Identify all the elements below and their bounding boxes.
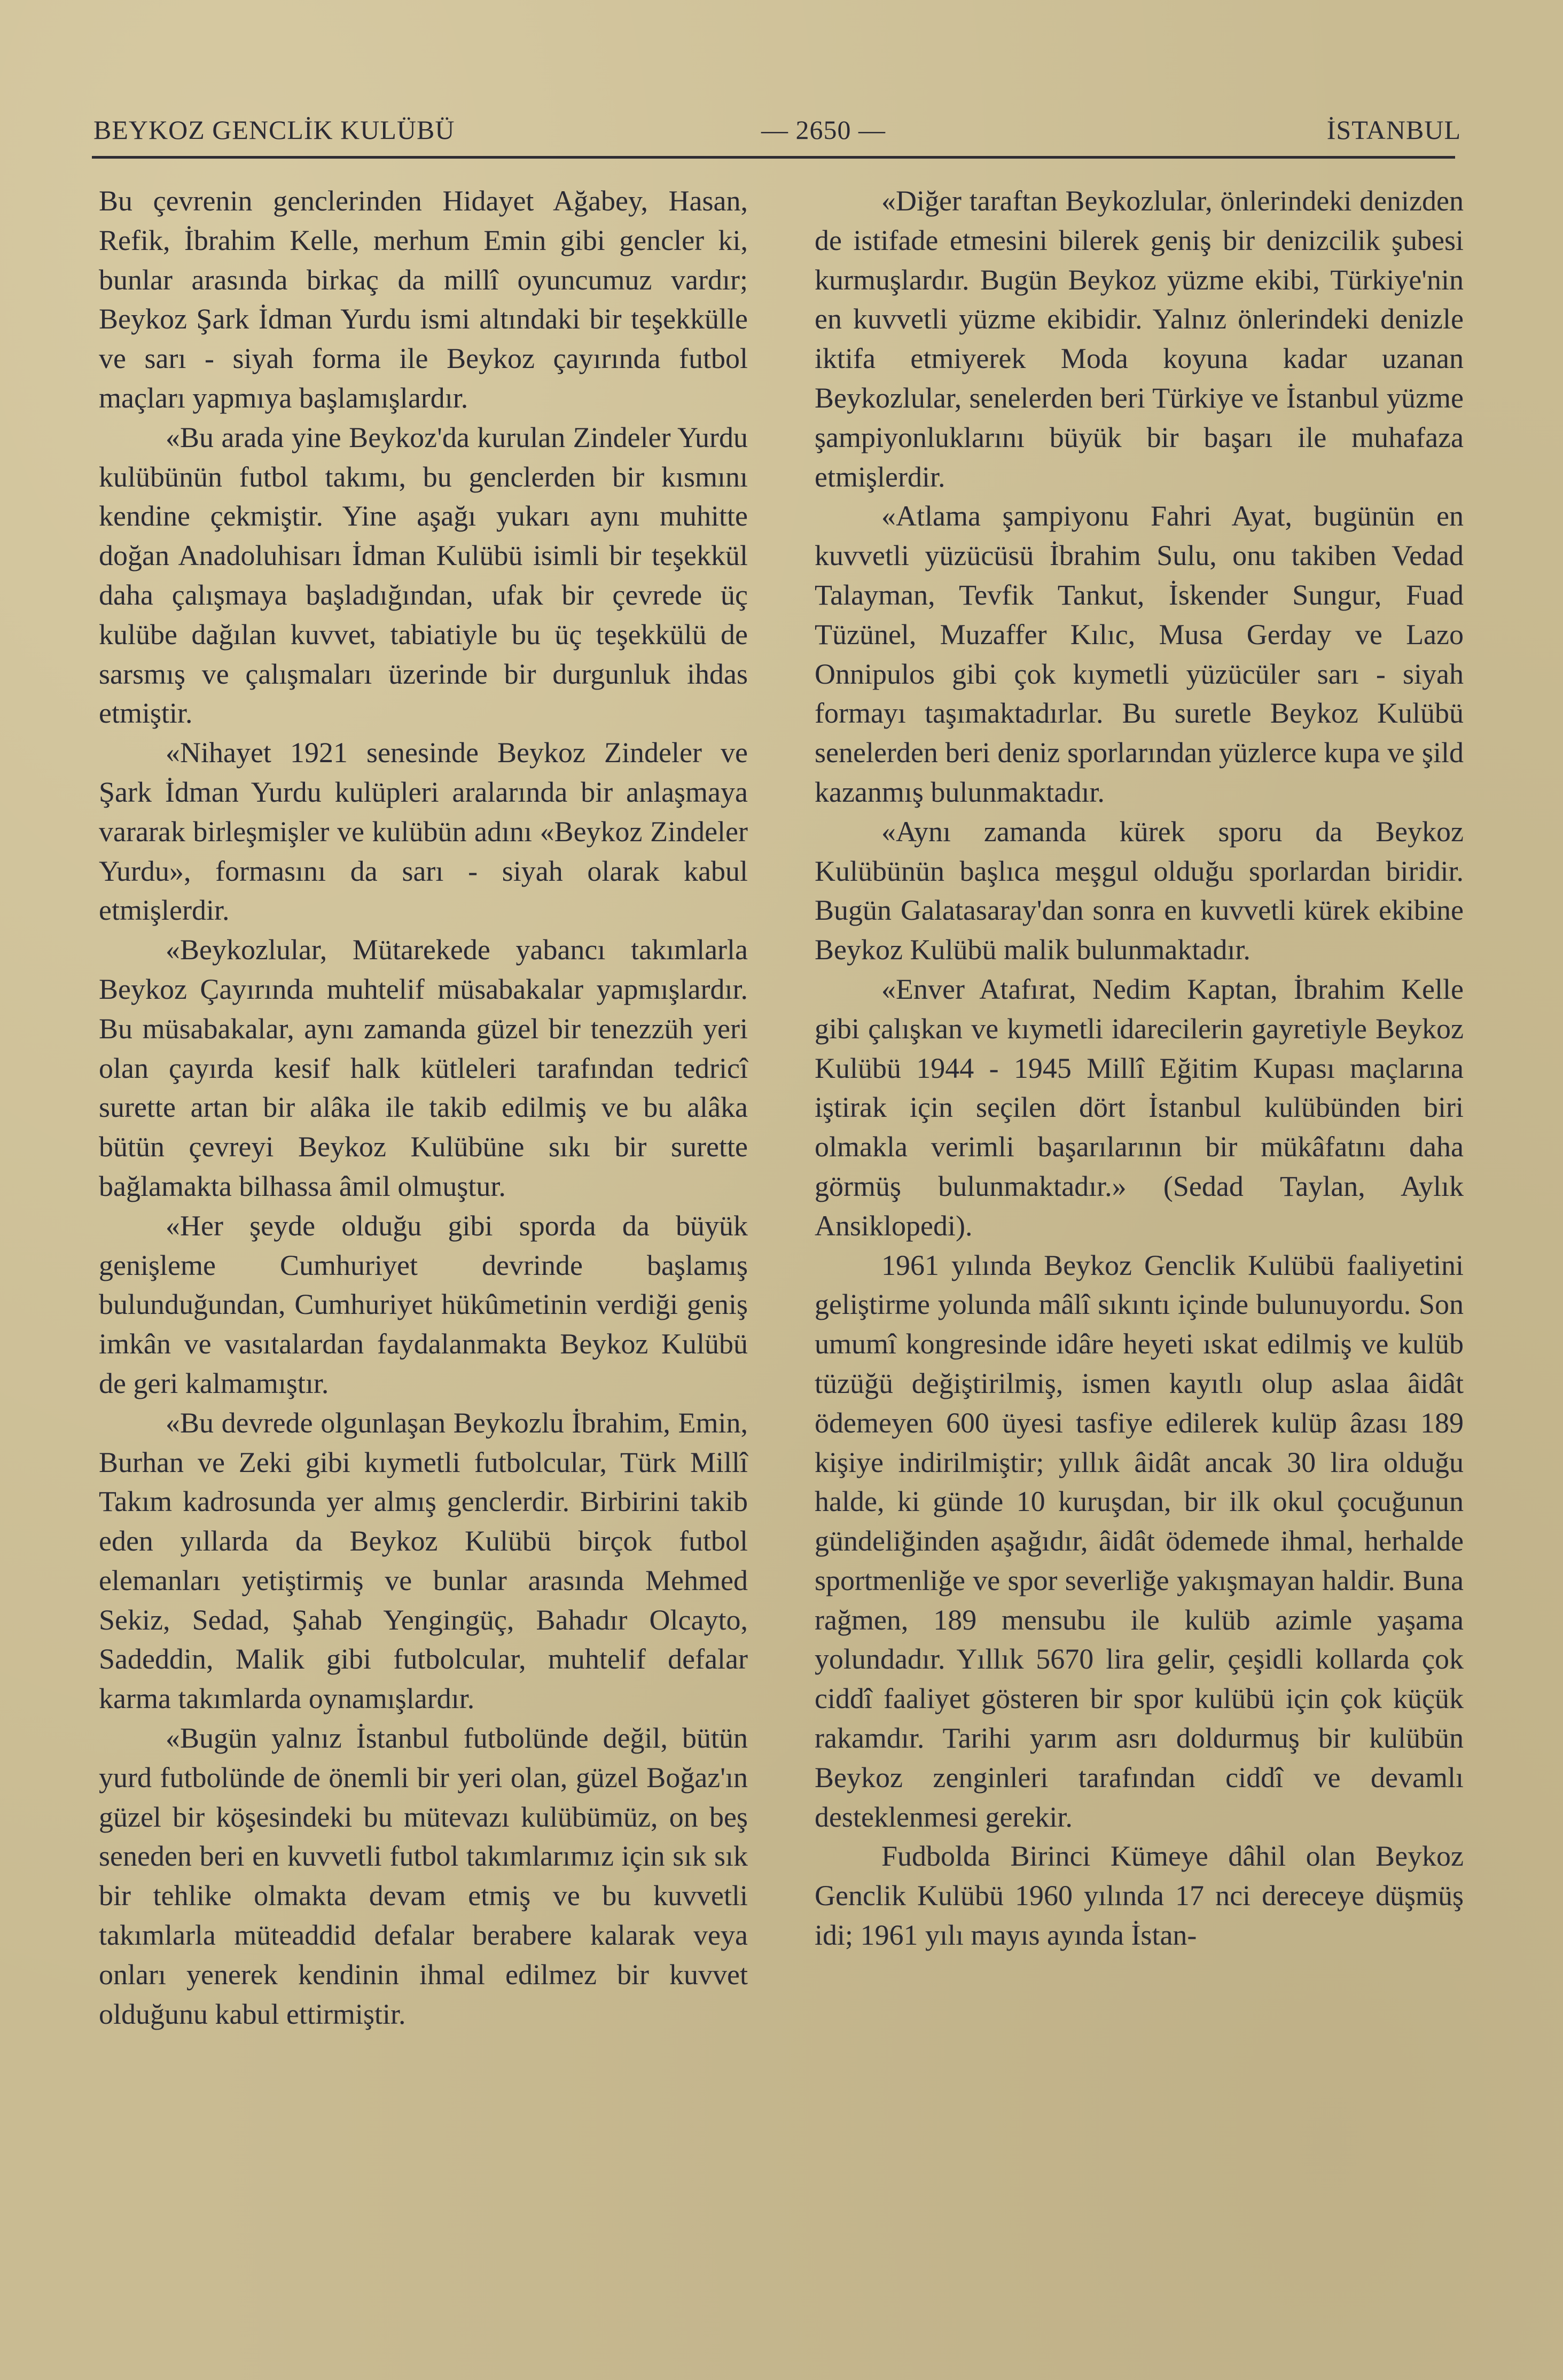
- page-header: [93, 114, 1461, 152]
- header-club-name: BEYKOZ GENCLİK KULÜBÜ: [93, 115, 455, 145]
- page-number: — 2650 —: [761, 115, 886, 145]
- paragraph: «Bugün yalnız İstanbul futbolünde değil, bütün yurd futbolünde de önemli bir yeri olan, güzel Boğaz'ın güzel bir köşesindeki bu mütevazı kulübümüz, on beş seneden beri en kuvvetli futbol takımlarımız için sık sık bir tehlike olmakta devam etmiş ve bu kuvvetli takımlarla müteaddid defalar berabere kalarak veya onları yenerek kendinin ihmal edilmez bir kuvvet olduğunu kabul ettirmiştir.: [99, 1722, 748, 2030]
- header-city: İSTANBUL: [1326, 115, 1461, 145]
- paragraph: Bu çevrenin genclerinden Hidayet Ağabey, Hasan, Refik, İbrahim Kelle, merhum Emin gibi gencler ki, bunlar arasında birkaç da millî oyuncumuz vardır; Beykoz Şark İdman Yurdu ismi altındaki bir teşekkülle ve sarı - siyah forma ile Beykoz çayırında futbol maçları yapmıya başlamışlardır.: [99, 185, 748, 414]
- paragraph: «Aynı zamanda kürek sporu da Beykoz Kulübünün başlıca meşgul olduğu sporlardan biridir. Bugün Galatasaray'dan sonra en kuvvetli kürek ekibine Beykoz Kulübü malik bulunmaktadır.: [815, 815, 1464, 966]
- paragraph: «Nihayet 1921 senesinde Beykoz Zindeler ve Şark İdman Yurdu kulüpleri aralarında bir anlaşmaya vararak birleşmişler ve kulübün adını «Beykoz Zindeler Yurdu», formasını da sarı - siyah olarak kabul etmişlerdir.: [99, 737, 748, 927]
- right-column: [815, 182, 1464, 1955]
- left-column: [99, 182, 748, 2034]
- paragraph: Fudbolda Birinci Kümeye dâhil olan Beykoz Genclik Kulübü 1960 yılında 17 nci dereceye düşmüş idi; 1961 yılı mayıs ayında İstan-: [815, 1840, 1464, 1952]
- paragraph: «Beykozlular, Mütarekede yabancı takımlarla Beykoz Çayırında muhtelif müsabakalar yapmışlardır. Bu müsabakalar, aynı zamanda güzel bir tenezzüh yeri olan çayırda kesif halk kütleleri tarafından tedricî surette artan bir alâka ile takib edilmiş ve bu alâka bütün çevreyi Beykoz Kulübüne sıkı bir surette bağlamakta bilhassa âmil olmuştur.: [99, 934, 748, 1202]
- paragraph: «Her şeyde olduğu gibi sporda da büyük genişleme Cumhuriyet devrinde başlamış bulunduğundan, Cumhuriyet hükûmetinin verdiği geniş imkân ve vasıtalardan faydalanmakta Beykoz Kulübü de geri kalmamıştır.: [99, 1209, 748, 1399]
- paragraph: «Enver Atafırat, Nedim Kaptan, İbrahim Kelle gibi çalışkan ve kıymetli idarecilerin gayretiyle Beykoz Kulübü 1944 - 1945 Millî Eğitim Kupası maçlarına iştirak için seçilen dört İstanbul kulübünden biri olmakla verimli başarılarının bir mükâfatını daha görmüş bulunmaktadır.» (Sedad Taylan, Aylık Ansiklopedi).: [815, 973, 1464, 1242]
- paragraph: «Diğer taraftan Beykozlular, önlerindeki denizden de istifade etmesini bilerek geniş bir denizcilik şubesi kurmuşlardır. Bugün Beykoz yüzme ekibi, Türkiye'nin en kuvvetli yüzme ekibidir. Yalnız önlerindeki denizle iktifa etmiyerek Moda koyuna kadar uzanan Beykozlular, senelerden beri Türkiye ve İstanbul yüzme şampiyonluklarını büyük bir başarı ile muhafaza etmişlerdir.: [815, 185, 1464, 493]
- paragraph: «Bu arada yine Beykoz'da kurulan Zindeler Yurdu kulübünün futbol takımı, bu genclerden bir kısmını kendine çekmiştir. Yine aşağı yukarı aynı muhitte doğan Anadoluhisarı İdman Kulübü isimli bir teşekkül daha çalışmaya başladığından, ufak bir çevrede üç kulübe dağılan kuvvet, tabiatiyle bu üç teşekkülü de sarsmış ve çalışmaları üzerinde bir durgunluk ihdas etmiştir.: [99, 421, 748, 730]
- paragraph: «Atlama şampiyonu Fahri Ayat, bugünün en kuvvetli yüzücüsü İbrahim Sulu, onu takiben Vedad Talayman, Tevfik Tankut, İskender Sungur, Fuad Tüzünel, Muzaffer Kılıc, Musa Gerday ve Lazo Onnipulos gibi çok kıymetli yüzücüler sarı - siyah formayı taşımaktadırlar. Bu suretle Beykoz Kulübü senelerden beri deniz sporlarından yüzlerce kupa ve şild kazanmış bulunmaktadır.: [815, 500, 1464, 808]
- paragraph: «Bu devrede olgunlaşan Beykozlu İbrahim, Emin, Burhan ve Zeki gibi kıymetli futbolcular, Türk Millî Takım kadrosunda yer almış genclerdir. Birbirini takib eden yıllarda da Beykoz Kulübü birçok futbol elemanları yetiştirmiş ve bunlar arasında Mehmed Sekiz, Sedad, Şahab Yengingüç, Bahadır Olcayto, Sadeddin, Malik gibi futbolcular, muhtelif defalar karma takımlarda oynamışlardır.: [99, 1406, 748, 1715]
- header-rule: [92, 156, 1455, 159]
- paragraph: 1961 yılında Beykoz Genclik Kulübü faaliyetini geliştirme yolunda mâlî sıkıntı içinde bulunuyordu. Son umumî kongresinde idâre heyeti ıskat edilmiş ve kulüb tüzüğü değiştirilmiş, ismen kayıtlı olup aslaa âidât ödemeyen 600 üyesi tasfiye edilerek kulüp âzası 189 kişiye indirilmiştir; yıllık âidât ancak 30 lira olduğu halde, ki günde 10 kuruşdan, bir ilk okul çocuğunun gündeliğinden aşağıdır, âidât ödemede ihmal, herhalde sportmenliğe ve spor severliğe yakışmayan haldir. Buna rağmen, 189 mensubu ile kulüb azimle yaşama yolundadır. Yıllık 5670 lira gelir, çeşidli kollarda çok ciddî faaliyet gösteren bir spor kulübü için çok küçük rakamdır. Tarihi yarım asrı doldurmuş bir kulübün Beykoz zenginleri tarafından ciddî ve devamlı desteklenmesi gerekir.: [815, 1249, 1464, 1833]
